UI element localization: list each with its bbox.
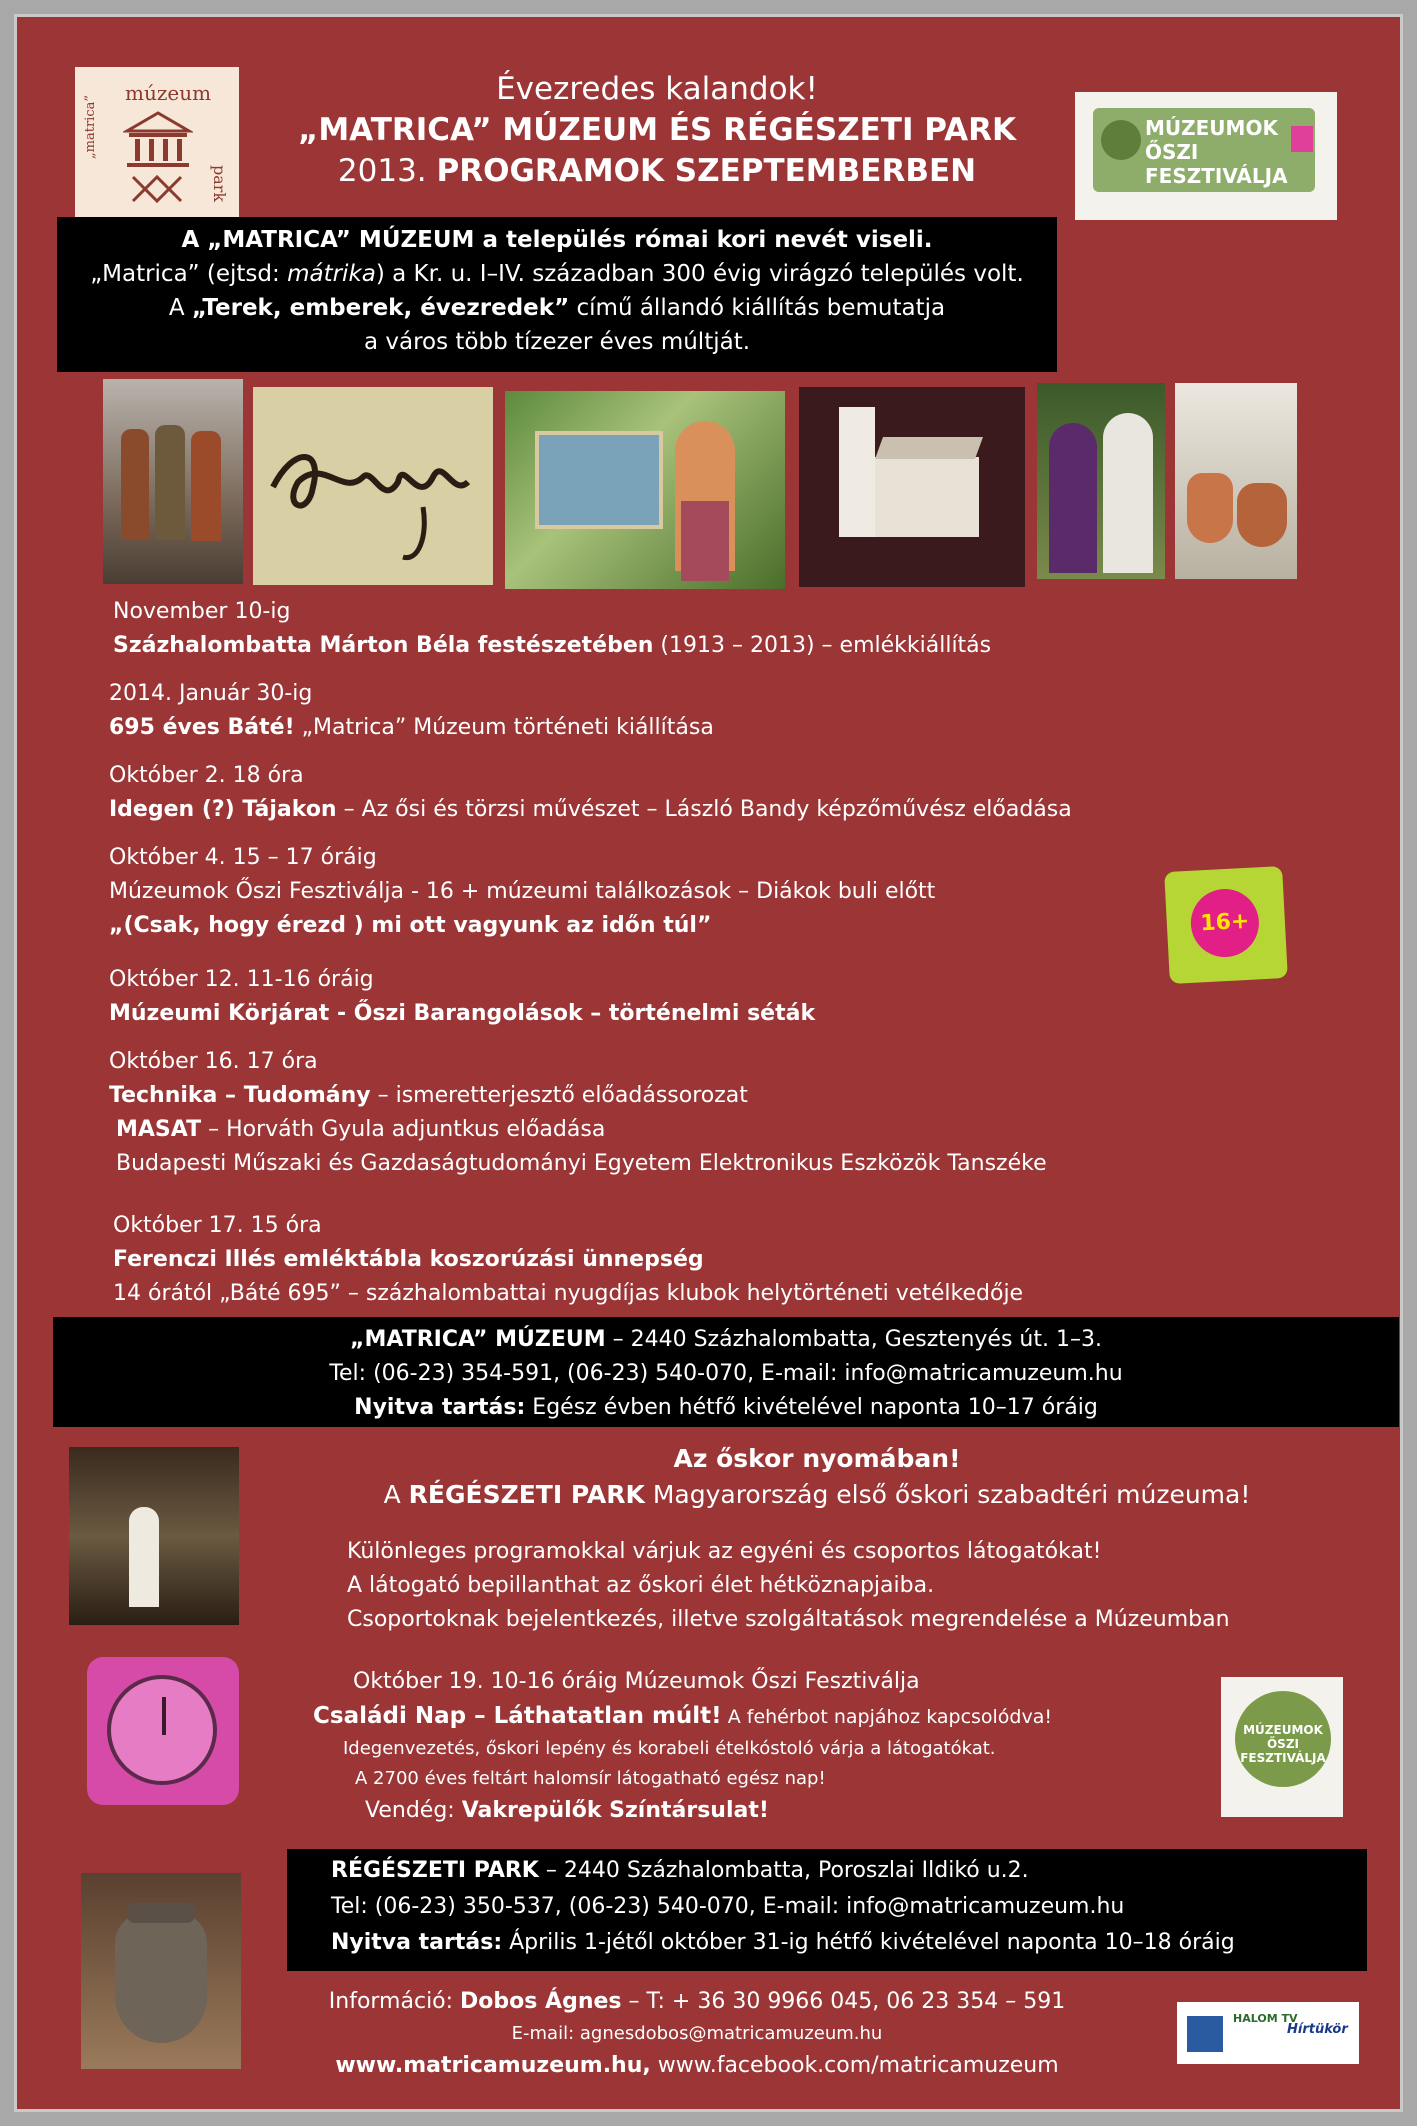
event-3 <box>109 759 1072 827</box>
museum-contact: Tel: (06-23) 354-591, (06-23) 540-070, E-mail: info@matricamuzeum.hu <box>329 1361 1123 1386</box>
festival-logo-line1: MÚZEUMOK <box>1145 116 1278 140</box>
family-desc-2: A 2700 éves feltárt halomsír látogatható egész nap! <box>355 1768 826 1789</box>
park-contact: Tel: (06-23) 350-537, (06-23) 540-070, E-mail: info@matricamuzeum.hu <box>331 1894 1125 1919</box>
photo-manuscript <box>253 387 493 585</box>
photo-painter <box>505 391 785 589</box>
event-date: 2014. Január 30-ig <box>109 681 313 706</box>
family-guest: Vendég: Vakrepülők Színtársulat! <box>365 1798 769 1823</box>
footer-web: www.matricamuzeum.hu, www.facebook.com/matricamuzeum <box>335 2053 1059 2078</box>
festival-logo-text <box>1145 116 1315 188</box>
family-desc-1: Idegenvezetés, őskori lepény és korabeli ételkóstoló várja a látogatókat. <box>343 1738 996 1759</box>
footer-info: Információ: Dobos Ágnes – T: + 36 30 9966 045, 06 23 354 – 591 <box>328 1989 1066 2014</box>
photo-bronze-vessel <box>81 1873 241 2069</box>
event-title: Ferenczi Illés emléktábla koszorúzási ünnepség <box>113 1247 704 1272</box>
header-subtitle <box>247 151 1067 192</box>
sponsor-logo-1 <box>1187 2016 1223 2052</box>
museum-hours: Nyitva tartás: Egész évben hétfő kivételével naponta 10–17 óráig <box>354 1395 1098 1420</box>
event-title: Múzeumi Körjárat - Őszi Barangolások – történelmi séták <box>109 1001 816 1026</box>
family-date: Október 19. 10-16 óráig Múzeumok Őszi Fesztiválja <box>353 1669 920 1694</box>
header <box>247 69 1067 192</box>
event-date: Október 16. 17 óra <box>109 1049 318 1074</box>
family-day <box>313 1665 1052 1828</box>
sponsor-hirtukor: Hírtükör <box>1287 2022 1348 2037</box>
park-hours: Nyitva tartás: Április 1-jétől október 31-ig hétfő kivételével naponta 10–18 óráig <box>331 1930 1235 1955</box>
sponsor-halom-tv: HALOM TV <box>1233 2012 1298 2025</box>
header-year: 2013. <box>337 153 427 189</box>
event-4 <box>109 841 935 943</box>
intro-line1: A „MATRICA” MÚZEUM a település római kori nevét viseli. <box>181 227 933 253</box>
event-date: Október 2. 18 óra <box>109 763 304 788</box>
park-description <box>347 1535 1230 1637</box>
photo-children-costumes <box>103 379 243 584</box>
intro-band <box>57 217 1057 372</box>
park-address: RÉGÉSZETI PARK – 2440 Százhalombatta, Poroszlai Ildikó u.2. <box>331 1858 1029 1883</box>
event-6 <box>109 1045 1047 1181</box>
event-date: November 10-ig <box>113 599 291 624</box>
logo-text-museum: múzeum <box>125 81 212 105</box>
festival-logo-small <box>1221 1677 1343 1817</box>
intro-line2: „Matrica” (ejtsd: mátrika) a Kr. u. I–IV. században 300 évig virágzó település volt. <box>90 261 1024 287</box>
family-title: Családi Nap – Láthatatlan múlt! A fehérbot napjához kapcsolódva! <box>313 1703 1053 1729</box>
park-subtitle: A RÉGÉSZETI PARK Magyarország első őskori szabadtéri múzeuma! <box>383 1480 1251 1509</box>
header-programs: PROGRAMOK SZEPTEMBERBEN <box>436 153 977 189</box>
park-desc-3: Csoportoknak bejelentkezés, illetve szolgáltatások megrendelése a Múzeumban <box>347 1607 1230 1632</box>
logo-text-matrica: „matrica” <box>83 95 98 160</box>
event-title: 695 éves Báté! „Matrica” Múzeum történeti kiállítása <box>109 715 714 740</box>
event-5 <box>109 963 815 1031</box>
clock-hand <box>162 1697 166 1735</box>
footer <box>267 1985 1127 2083</box>
intro-line4: a város több tízezer éves múltját. <box>363 329 751 355</box>
age-sticker <box>1164 866 1288 984</box>
event-date: Október 12. 11-16 óráig <box>109 967 374 992</box>
event-subtitle: „(Csak, hogy érezd ) mi ott vagyunk az időn túl” <box>109 913 712 938</box>
park-heading <box>267 1441 1367 1513</box>
event-title: Múzeumok Őszi Fesztiválja - 16 + múzeumi találkozások – Diákok buli előtt <box>109 879 936 904</box>
age-badge: 16+ <box>1189 887 1260 958</box>
event-subtitle: 14 órától „Báté 695” – százhalombattai nyugdíjas klubok helytörténeti vetélkedője <box>113 1281 1024 1306</box>
sponsor-logos <box>1177 2002 1359 2064</box>
event-7 <box>113 1209 1023 1311</box>
festival-logo-emblem <box>1101 120 1141 160</box>
event-title: Százhalombatta Márton Béla festészetében (1913 – 2013) – emlékkiállítás <box>113 633 992 658</box>
festival-logo-badge <box>1093 108 1315 192</box>
festival-logo-line2: ŐSZI FESZTIVÁLJA <box>1145 140 1288 188</box>
event-detail: Budapesti Műszaki és Gazdaságtudományi Egyetem Elektronikus Eszközök Tanszéke <box>116 1151 1047 1176</box>
event-2 <box>109 677 714 745</box>
event-date: Október 17. 15 óra <box>113 1213 322 1238</box>
photo-pottery <box>1175 383 1297 579</box>
photo-church-model <box>799 387 1025 587</box>
header-title: „MATRICA” MÚZEUM ÉS RÉGÉSZETI PARK <box>297 112 1017 148</box>
intro-line3: A „Terek, emberek, évezredek” című állandó kiállítás bemutatja <box>168 295 946 321</box>
handwriting-icon <box>253 387 493 585</box>
festival-logo-small-text: MÚZEUMOK ŐSZI FESZTIVÁLJA <box>1235 1691 1331 1787</box>
museum-address: „MATRICA” MÚZEUM – 2440 Százhalombatta, Gesztenyés út. 1–3. <box>350 1327 1102 1352</box>
clock-icon <box>87 1657 239 1805</box>
museum-building-icon <box>123 111 193 211</box>
clock-face <box>107 1675 217 1785</box>
logo-text-park: park <box>210 165 229 203</box>
museum-info-band <box>53 1317 1399 1427</box>
event-date: Október 4. 15 – 17 óráig <box>109 845 377 870</box>
park-title: Az őskor nyomában! <box>673 1444 961 1473</box>
photo-prehistoric-house <box>69 1447 239 1625</box>
header-tagline: Évezredes kalandok! <box>496 71 818 107</box>
festival-logo-tag <box>1291 126 1313 152</box>
park-desc-1: Különleges programokkal várjuk az egyéni és csoportos látogatókat! <box>347 1539 1102 1564</box>
event-subtitle: MASAT – Horváth Gyula adjuntkus előadása <box>116 1117 606 1142</box>
event-title: Idegen (?) Tájakon – Az ősi és törzsi művészet – László Bandy képzőművész előadása <box>109 797 1072 822</box>
photo-medieval-costumes <box>1037 383 1165 579</box>
footer-email: E-mail: agnesdobos@matricamuzeum.hu <box>511 2023 883 2044</box>
poster <box>14 14 1403 2112</box>
festival-logo <box>1075 92 1337 220</box>
event-title: Technika – Tudomány – ismeretterjesztő előadássorozat <box>109 1083 748 1108</box>
park-info-band <box>287 1849 1367 1971</box>
park-desc-2: A látogató bepillanthat az őskori élet hétköznapjaiba. <box>347 1573 935 1598</box>
event-1 <box>113 595 991 663</box>
